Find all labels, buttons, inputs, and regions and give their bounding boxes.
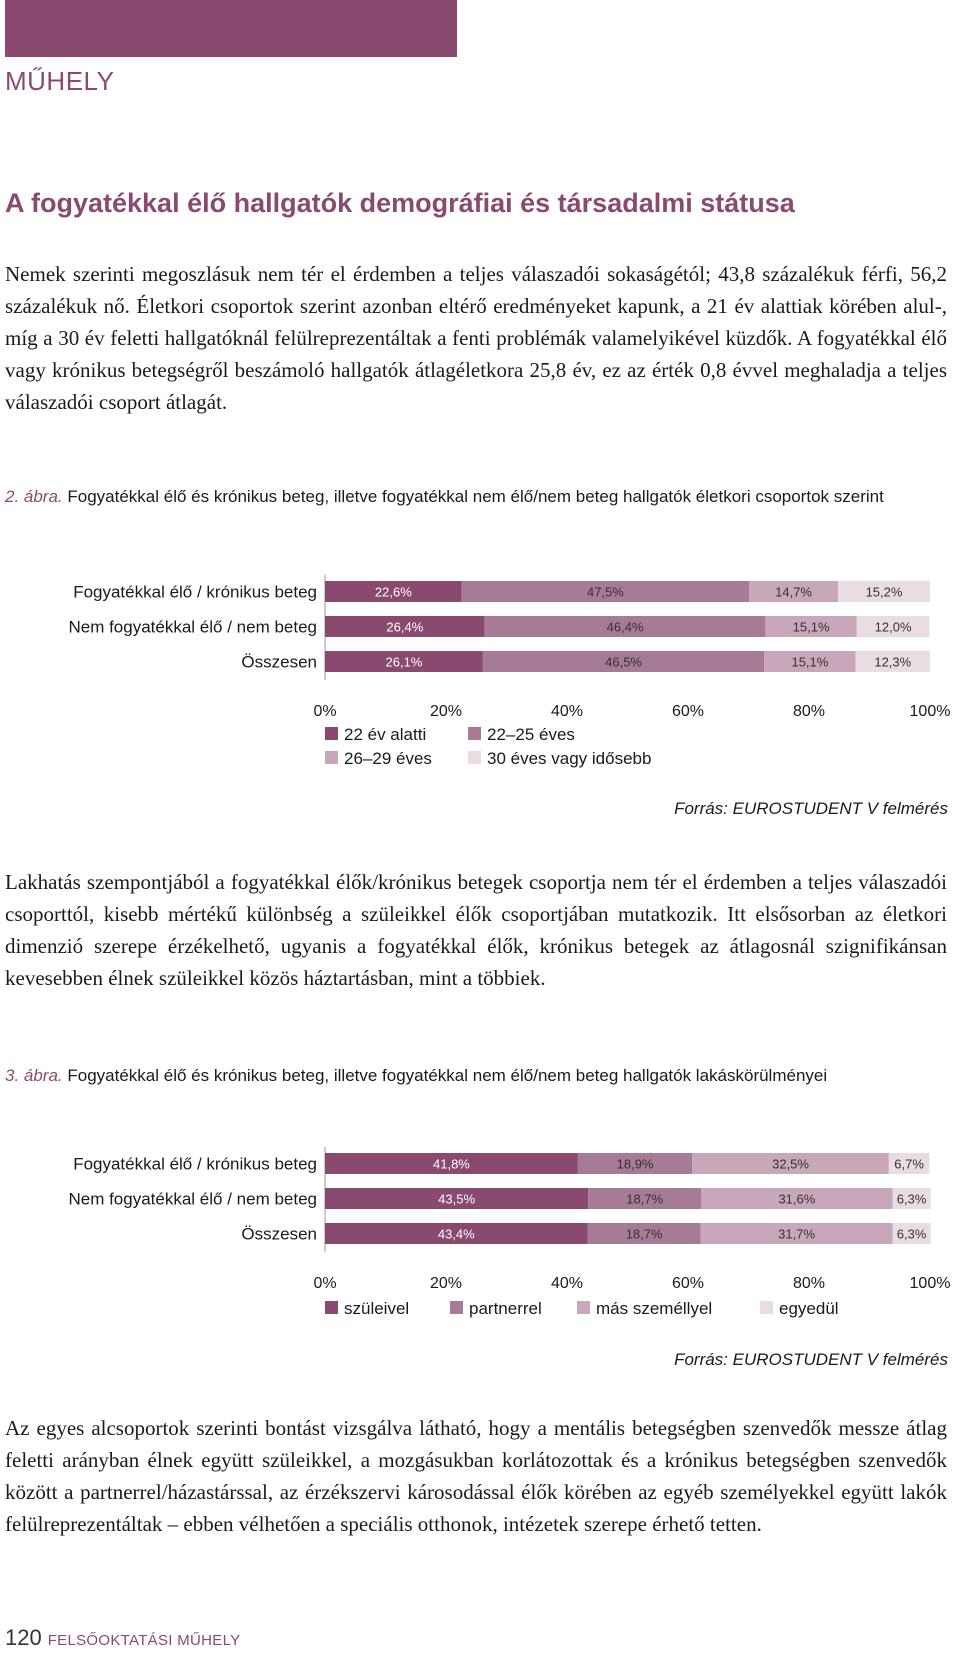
- data-label: 6,7%: [894, 1156, 924, 1172]
- data-label: 18,7%: [625, 1226, 663, 1242]
- legend-swatch: [325, 1301, 338, 1314]
- data-label: 43,4%: [437, 1226, 475, 1242]
- data-label: 15,1%: [791, 654, 829, 670]
- section-label: MŰHELY: [5, 66, 115, 96]
- figure-3-caption-text: Fogyatékkal élő és krónikus beteg, illetve fogyatékkal nem élő/nem beteg hallgatók lakáskörülményei: [62, 1066, 828, 1085]
- legend-label: 22 év alatti: [344, 725, 427, 744]
- page-number: 120: [5, 1625, 42, 1650]
- legend-label: egyedül: [779, 1299, 839, 1318]
- paragraph-2: Lakhatás szempontjából a fogyatékkal élők/krónikus betegek csoportja nem tér el érdemben a teljes válaszadói csoporttól, kisebb mértékű különbség a szüleikkel élők csoportjában mutatkozik. Itt elsősorban az életkori dimenzió szerepe érzékelhető, ugyanis a fogyatékkal élők, krónikus betegek az átlagosnál szignifikánsan kevesebben élnek szüleikkel közös háztartásban, mint a többiek.: [5, 870, 947, 990]
- legend-swatch: [760, 1301, 773, 1314]
- data-label: 22,6%: [374, 584, 412, 600]
- data-label: 43,5%: [438, 1191, 476, 1207]
- data-label: 41,8%: [433, 1156, 470, 1172]
- figure-2-svg: [0, 570, 960, 820]
- paragraph-1: Nemek szerinti megoszlásuk nem tér el érdemben a teljes válaszadói sokaságétól; 43,8 százalékuk férfi, 56,2 százalékuk nő. Életkori csoportok szerint azonban eltérő eredményeket kapunk, a 21 év alattiak körében alul-, míg a 30 év feletti hallgatóknál felülreprezentáltak a fenti problémák valamelyikével küzdők. A fogyatékkal élő vagy krónikus betegségről beszámoló hallgatók átlagéletkora 25,8 év, ez az érték 0,8 évvel meghaladja a teljes válaszadói csoport átlagát.: [5, 262, 947, 414]
- figure-3-caption: [5, 1063, 945, 1088]
- journal-name: FELSŐOKTATÁSI MŰHELY: [47, 1632, 241, 1649]
- data-label: 18,7%: [626, 1191, 664, 1207]
- data-label: 15,1%: [792, 619, 830, 635]
- figure-2-caption-text: Fogyatékkal élő és krónikus beteg, illetve fogyatékkal nem élő/nem beteg hallgatók életkori csoportok szerint: [62, 487, 884, 506]
- legend-swatch: [325, 727, 338, 740]
- figure-3-chart: [0, 1142, 960, 1372]
- x-tick-label: 80%: [792, 1275, 826, 1292]
- data-label: 46,4%: [606, 619, 644, 635]
- category-label: Fogyatékkal élő / krónikus beteg: [73, 1154, 317, 1174]
- legend-label: 22–25 éves: [487, 725, 575, 744]
- figure-2-source: Forrás: EUROSTUDENT V felmérés: [674, 799, 948, 818]
- x-tick-label: 60%: [671, 1275, 705, 1292]
- figure-2-number: 2. ábra.: [5, 487, 63, 506]
- category-label: Nem fogyatékkal élő / nem beteg: [68, 617, 317, 637]
- legend-label: más személlyel: [596, 1299, 713, 1318]
- data-label: 12,0%: [874, 619, 912, 635]
- page-footer: [5, 1625, 240, 1651]
- category-label: Összesen: [241, 1224, 317, 1244]
- data-label: 14,7%: [775, 584, 813, 600]
- data-label: 46,5%: [605, 654, 643, 670]
- category-label: Összesen: [241, 652, 317, 672]
- category-label: Nem fogyatékkal élő / nem beteg: [68, 1189, 317, 1209]
- data-label: 12,3%: [874, 654, 912, 670]
- figure-3-svg: [0, 1142, 960, 1372]
- legend-swatch: [468, 727, 481, 740]
- figure-3-number: 3. ábra.: [5, 1066, 63, 1085]
- legend-swatch: [577, 1301, 590, 1314]
- figure-2-caption: [5, 484, 945, 509]
- header-bar: [5, 0, 457, 57]
- x-tick-label: 40%: [550, 1275, 584, 1292]
- data-label: 47,5%: [586, 584, 624, 600]
- section-heading: A fogyatékkal élő hallgatók demográfiai és társadalmi státusa: [5, 188, 795, 218]
- data-label: 6,3%: [896, 1226, 927, 1242]
- x-tick-label: 100%: [909, 1275, 951, 1292]
- x-tick-label: 20%: [429, 1275, 463, 1292]
- category-label: Fogyatékkal élő / krónikus beteg: [73, 582, 317, 602]
- legend-label: 30 éves vagy idősebb: [487, 749, 652, 768]
- x-tick-label: 0%: [313, 1275, 337, 1292]
- x-tick-label: 40%: [550, 703, 584, 720]
- x-tick-label: 80%: [792, 703, 826, 720]
- x-tick-label: 0%: [313, 703, 337, 720]
- legend-label: partnerrel: [469, 1299, 542, 1318]
- x-tick-label: 60%: [671, 703, 705, 720]
- legend-swatch: [325, 751, 338, 764]
- legend-label: 26–29 éves: [344, 749, 432, 768]
- data-label: 15,2%: [865, 584, 903, 600]
- legend-swatch: [468, 751, 481, 764]
- data-label: 18,9%: [616, 1156, 654, 1172]
- data-label: 26,1%: [385, 654, 423, 670]
- data-label: 31,7%: [778, 1226, 816, 1242]
- x-tick-label: 100%: [909, 703, 951, 720]
- paragraph-3: Az egyes alcsoportok szerinti bontást vizsgálva látható, hogy a mentális betegségben szenvedők messze átlag feletti arányban élnek együtt szüleikkel, a mozgásukban korlátozottak és a krónikus betegségben szenvedők között a partnerrel/házastárssal, az érzékszervi károsodással élők körében az egyéb személyekkel együtt lakók felülreprezentáltak – ebben vélhetően a speciális otthonok, intézetek szerepe érhető tetten.: [5, 1416, 947, 1536]
- data-label: 26,4%: [386, 619, 424, 635]
- figure-3-source: Forrás: EUROSTUDENT V felmérés: [674, 1350, 948, 1369]
- data-label: 32,5%: [772, 1156, 809, 1172]
- legend-swatch: [450, 1301, 463, 1314]
- data-label: 6,3%: [896, 1191, 927, 1207]
- data-label: 31,6%: [778, 1191, 816, 1207]
- legend-label: szüleivel: [344, 1299, 410, 1318]
- x-tick-label: 20%: [429, 703, 463, 720]
- figure-2-chart: [0, 570, 960, 820]
